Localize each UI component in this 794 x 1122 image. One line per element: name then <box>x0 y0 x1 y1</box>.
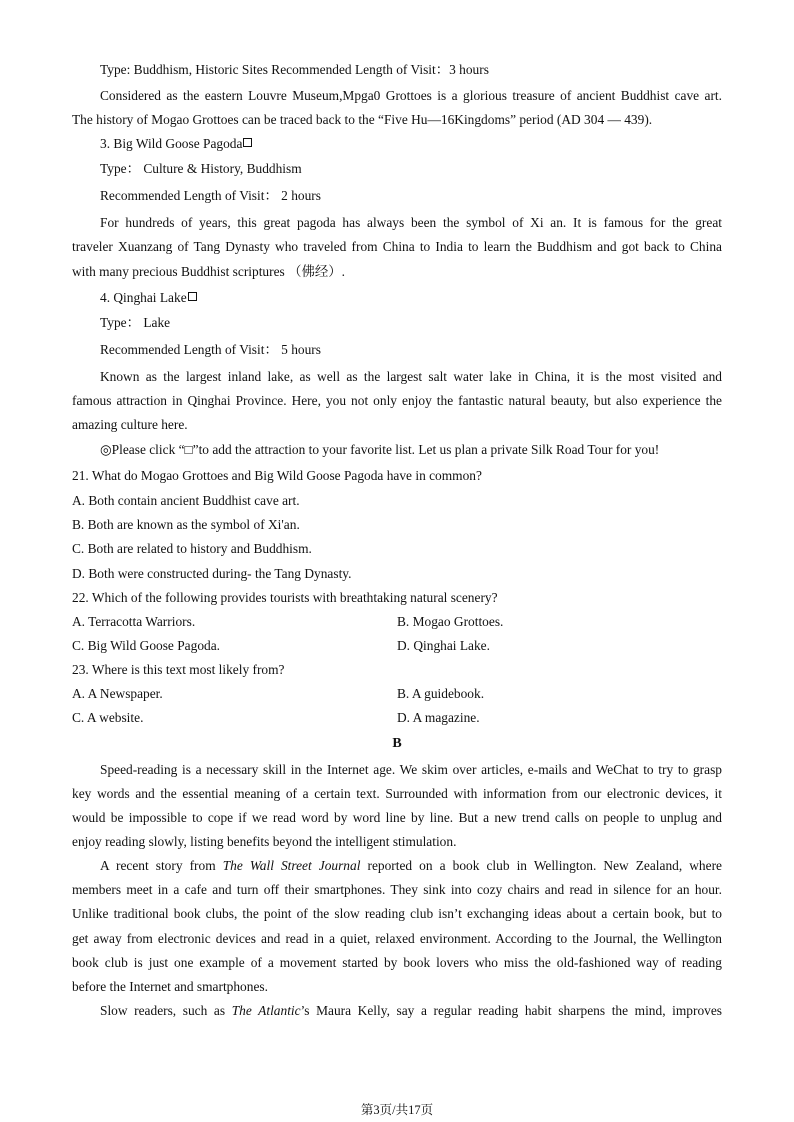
question-21-option-c: C. Both are related to history and Buddhism. <box>72 541 312 556</box>
section-b-p2-line-5: book club is just one example of a movement started by book lovers who miss the old-fashioned way of reading <box>72 955 722 970</box>
favorite-checkbox-pagoda[interactable] <box>243 138 252 147</box>
section-b-heading: B <box>392 736 402 751</box>
qinghai-title-text: 4. Qinghai Lake <box>100 290 187 305</box>
pagoda-type: Type： Culture & History, Buddhism <box>100 161 302 176</box>
qinghai-type: Type： Lake <box>100 315 171 330</box>
favorite-note: ◎Please click “□”to add the attraction to your favorite list. Let us plan a private Silk Road Tour for you! <box>100 442 660 457</box>
p2-start-text: A recent story from <box>100 858 216 873</box>
question-23-option-b: B. A guidebook. <box>397 686 485 701</box>
question-22-option-b: B. Mogao Grottoes. <box>397 614 504 629</box>
page-number-footer: 第3页/共17页 <box>360 1103 434 1117</box>
question-21-stem: 21. What do Mogao Grottoes and Big Wild Goose Pagoda have in common? <box>72 468 482 483</box>
mogao-desc-line-1: Considered as the eastern Louvre Museum,Mpga0 Grottoes is a glorious treasure of ancient Buddhist cave art. <box>100 88 722 103</box>
pagoda-title-text: 3. Big Wild Goose Pagoda <box>100 136 243 151</box>
section-b-p2-line-2: members meet in a cafe and turn off their smartphones. They sink into cozy chairs and read in silence for an hour. <box>72 882 722 897</box>
question-21-option-d: D. Both were constructed during- the Tang Dynasty. <box>72 566 352 581</box>
pagoda-desc-line-3: with many precious Buddhist scriptures （佛经）. <box>72 264 345 279</box>
section-b-p2-line-4: get away from electronic devices and read in a quiet, relaxed environment. According to the Journal, the Wellington <box>72 931 722 946</box>
mogao-desc-line-2: The history of Mogao Grottoes can be traced back to the “Five Hu—16Kingdoms” period (AD 304 — 439). <box>72 112 653 127</box>
section-b-p1-line-4: enjoy reading slowly, listing benefits beyond the intelligent stimulation. <box>72 834 457 849</box>
question-22-option-a: A. Terracotta Warriors. <box>72 614 196 629</box>
question-22-option-d: D. Qinghai Lake. <box>397 638 490 653</box>
pagoda-length: Recommended Length of Visit： 2 hours <box>100 188 321 203</box>
qinghai-desc-line-1: Known as the largest inland lake, as well as the largest salt water lake in China, it is the most visited and <box>100 369 722 384</box>
section-b-p2-line-6: before the Internet and smartphones. <box>72 979 268 994</box>
section-b-p3-line-1 <box>100 1003 722 1019</box>
qinghai-desc-line-3: amazing culture here. <box>72 417 188 432</box>
p2-end-text: reported on a book club in Wellington. New Zealand, where <box>367 858 722 873</box>
wall-street-journal-title: The Wall Street Journal <box>222 858 361 873</box>
section-b-p1-line-1: Speed-reading is a necessary skill in the Internet age. We skim over articles, e-mails and WeChat to try to grasp <box>100 762 722 777</box>
question-21-option-b: B. Both are known as the symbol of Xi'an. <box>72 517 300 532</box>
question-22-stem: 22. Which of the following provides tourists with breathtaking natural scenery? <box>72 590 498 605</box>
p3-end-text: ’s Maura Kelly, say a regular reading habit sharpens the mind, improves <box>300 1003 723 1018</box>
question-21-option-a: A. Both contain ancient Buddhist cave art. <box>72 493 300 508</box>
question-23-option-d: D. A magazine. <box>397 710 480 725</box>
mogao-type-line: Type: Buddhism, Historic Sites Recommended Length of Visit：3 hours <box>100 62 489 77</box>
p3-start-text: Slow readers, such as <box>100 1003 226 1018</box>
the-atlantic-title: The Atlantic <box>231 1003 301 1018</box>
qinghai-length: Recommended Length of Visit： 5 hours <box>100 342 321 357</box>
favorite-checkbox-qinghai[interactable] <box>188 292 197 301</box>
question-23-stem: 23. Where is this text most likely from? <box>72 662 285 677</box>
section-b-p1-line-2: key words and the essential meaning of a certain text. Surrounded with information from our electronic devices, it <box>72 786 722 801</box>
section-b-p2-line-3: Unlike traditional book clubs, the point of the slow reading club isn’t exchanging ideas about a certain book, but to <box>72 906 722 921</box>
pagoda-desc-line-2: traveler Xuanzang of Tang Dynasty who traveled from China to India to learn the Buddhism and got back to China <box>72 239 722 254</box>
section-b-p1-line-3: would be impossible to cope if we read word by word line by line. But a new trend calls on people to unplug and <box>72 810 722 825</box>
section-b-p2-line-1 <box>100 858 722 874</box>
pagoda-desc-line-1: For hundreds of years, this great pagoda has always been the symbol of Xi an. It is famous for the great <box>100 215 722 230</box>
qinghai-title <box>100 290 197 306</box>
qinghai-desc-line-2: famous attraction in Qinghai Province. Here, you not only enjoy the fantastic natural beauty, but also experience the <box>72 393 722 408</box>
question-23-option-c: C. A website. <box>72 710 144 725</box>
question-22-option-c: C. Big Wild Goose Pagoda. <box>72 638 220 653</box>
pagoda-title <box>100 136 252 152</box>
question-23-option-a: A. A Newspaper. <box>72 686 163 701</box>
